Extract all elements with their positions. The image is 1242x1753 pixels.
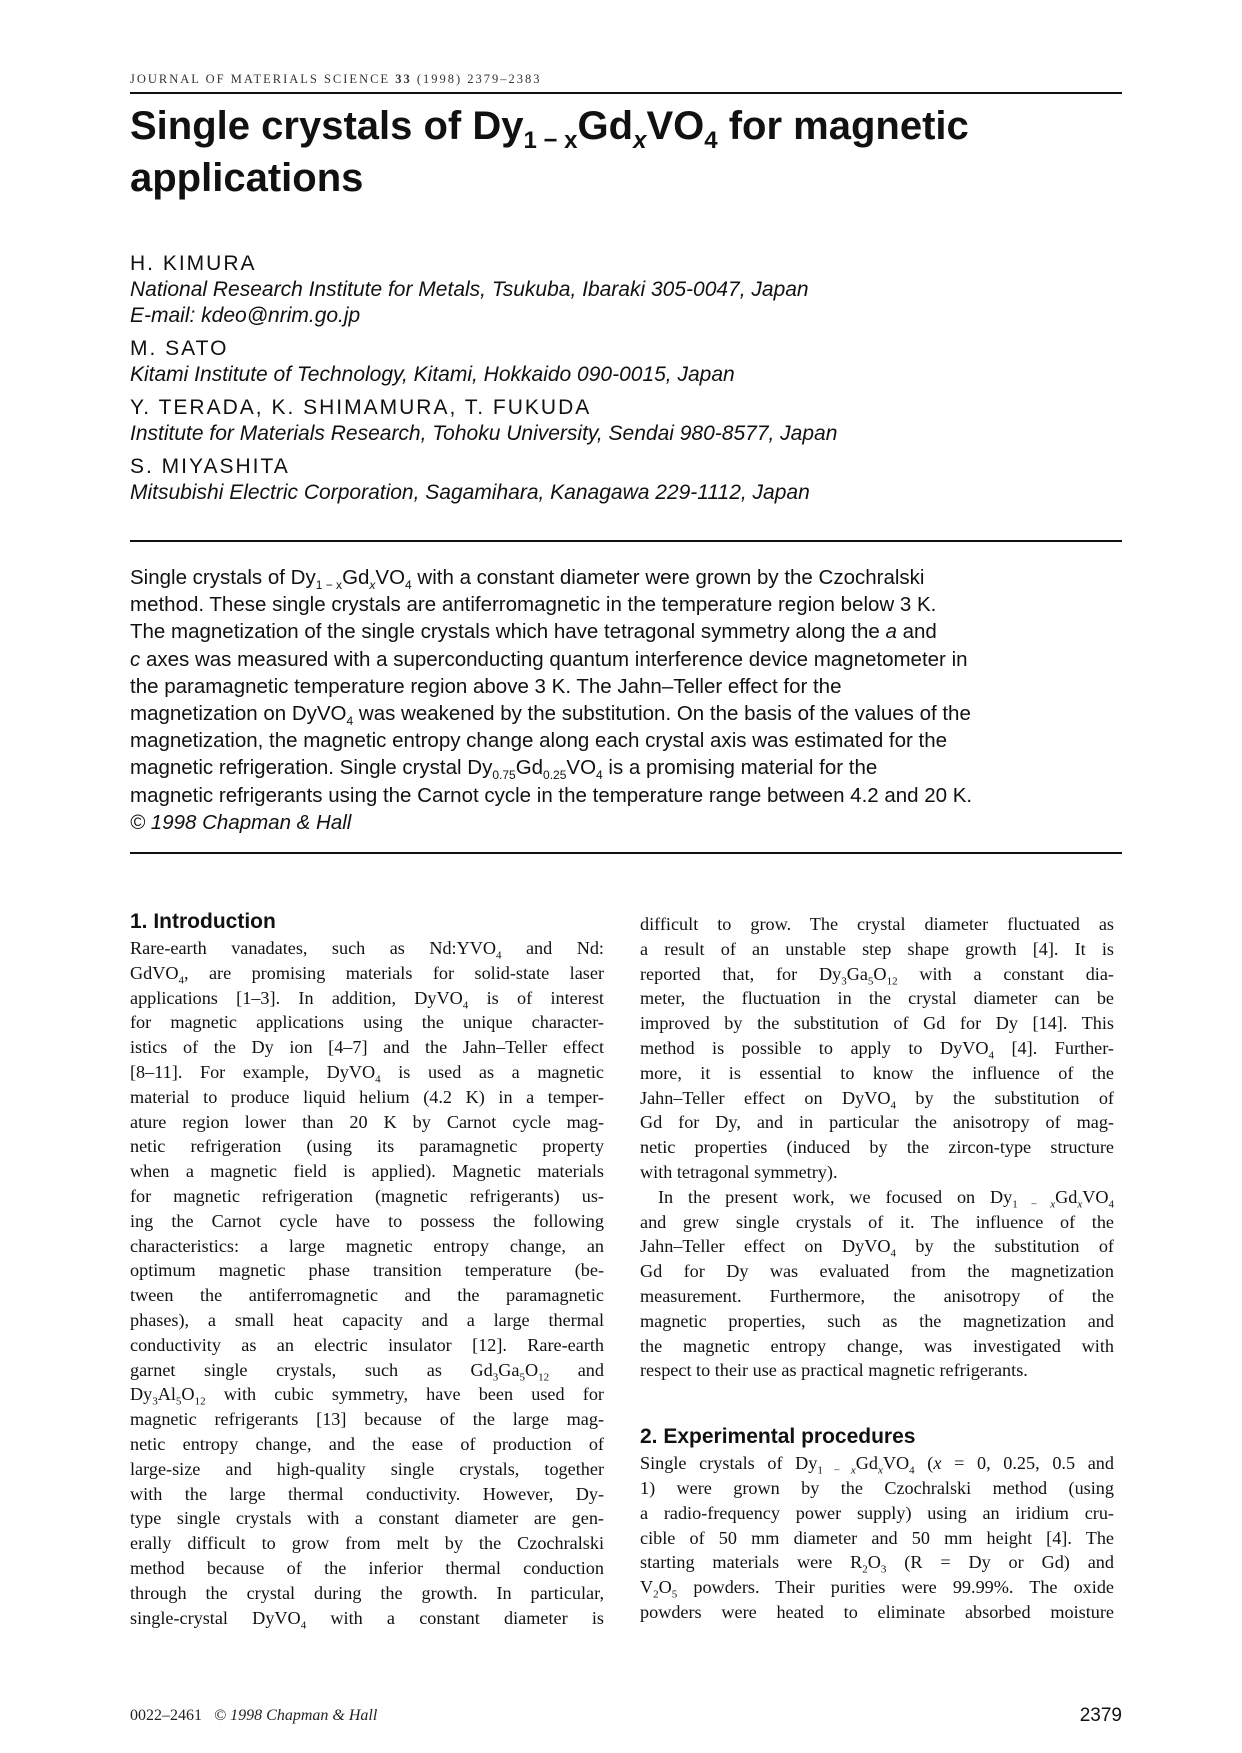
- abstract: Single crystals of $Dy_{1 - x}Gd_xVO_4$ with a constant diameter were grown by the Czochralski method. These single crystals are antiferromagnetic in the temperature region below 3 K. The magnetization of the single crystals which have tetragonal symmetry along the a and c axes was measured with a superconducting quantum interference device magnetometer in the paramagnetic temperature region above 3 K. The Jahn–Teller effect for the magnetization on DyVO$_4$ was weakened by the substitution. On the basis of the values of the magnetization, the magnetic entropy change along each crystal axis was estimated for the magnetic refrigeration. Single crystal $Dy_{0.75}Gd_{0.25}VO_4$ is a promising material for the magnetic refrigerants using the Carnot cycle in the temperature range between 4.2 and 20 K. © 1998 Chapman & Hall: [130, 564, 1122, 836]
- paper-title: Single crystals of $Dy_{1 - x}Gd_xVO_4$ for magnetic applications: [130, 104, 969, 200]
- author-name: Y. TERADA, K. SHIMAMURA, T. FUKUDA: [130, 396, 592, 419]
- abstract-copyright: © 1998 Chapman & Hall: [130, 810, 352, 834]
- footer-issn: 0022–2461 © 1998 Chapman & Hall: [130, 1707, 378, 1724]
- journal-name: JOURNAL OF MATERIALS SCIENCE: [130, 72, 391, 86]
- right-column: [640, 912, 1114, 1625]
- abstract-top-rule: [130, 540, 1122, 542]
- header-rule: [130, 92, 1122, 94]
- section-heading-introduction: 1. Introduction: [130, 910, 276, 933]
- intro-paragraph-continued: difficult to grow. The crystal diameter fluctuated as a result of an unstable step shape growth [4]. It is reported that, for $Dy_3Ga_5O_{12}$ with a constant dia- meter, the fluctuation in the crystal diameter can be improved by the substitution of Gd for Dy [14]. This method is possible to apply to DyVO$_4$ [4]. Further- more, it is essential to know the influence of the Jahn–Teller effect on DyVO$_4$ by the substitution of Gd for Dy, and in particular the anisotropy of mag- netic properties (induced by the zircon-type structure with tetragonal symmetry). In the present work, we focused on $Dy_{1 - x}Gd_xVO_4$ and grew single crystals of it. The influence of the Jahn–Teller effect on DyVO$_4$ by the substitution of Gd for Dy was evaluated from the magnetization measurement. Furthermore, the anisotropy of the magnetic properties, such as the magnetization and the magnetic entropy change, was investigated with respect to their use as practical magnetic refrigerants.: [640, 914, 1114, 1381]
- journal-year-pages: (1998) 2379–2383: [416, 72, 542, 86]
- author-name: M. SATO: [130, 337, 229, 360]
- journal-volume: 33: [395, 72, 412, 86]
- author-email: E-mail: kdeo@nrim.go.jp: [130, 304, 361, 327]
- author-block: [130, 453, 1122, 506]
- page-number: 2379: [1079, 1705, 1122, 1726]
- author-affiliation: Kitami Institute of Technology, Kitami, Hokkaido 090-0015, Japan: [130, 363, 735, 386]
- author-affiliation: Mitsubishi Electric Corporation, Sagamihara, Kanagawa 229-1112, Japan: [130, 481, 810, 504]
- author-block: [130, 250, 1122, 329]
- author-block: [130, 335, 1122, 388]
- abstract-bottom-rule: [130, 852, 1122, 854]
- author-list: [130, 250, 1122, 512]
- author-block: [130, 394, 1122, 447]
- left-column: [130, 908, 604, 1630]
- author-affiliation: Institute for Materials Research, Tohoku University, Sendai 980-8577, Japan: [130, 422, 838, 445]
- intro-paragraph: Rare-earth vanadates, such as $Nd:YVO_4$ and Nd: GdVO$_4$, are promising materials for solid-state laser applications [1–3]. In addition, DyVO$_4$ is of interest for magnetic applications using the unique character- istics of the Dy ion [4–7] and the Jahn–Teller effect [8–11]. For example, DyVO$_4$ is used as a magnetic material to produce liquid helium (4.2 K) in a temper- ature region lower than 20 K by Carnot cycle mag- netic refrigeration (using its paramagnetic property when a magnetic field is applied). Magnetic materials for magnetic refrigeration (magnetic refrigerants) us- ing the Carnot cycle have to possess the following characteristics: a large magnetic entropy change, an optimum magnetic phase transition temperature (be- tween the antiferromagnetic and the paramagnetic phases), a small heat capacity and a large thermal conductivity as an electric insulator [12]. Rare-earth garnet single crystals, such as $Gd_3Ga_5O_{12}$ and $Dy_3Al_5O_{12}$ with cubic symmetry, have been used for magnetic refrigerants [13] because of the large mag- netic entropy change, and the ease of production of large-size and high-quality single crystals, together with the large thermal conductivity. However, Dy- type single crystals with a constant diameter are gen- erally difficult to grow from melt by the Czochralski method because of the inferior thermal conduction through the crystal during the growth. In particular, single-crystal DyVO$_4$ with a constant diameter is: [130, 938, 604, 1632]
- author-affiliation: National Research Institute for Metals, Tsukuba, Ibaraki 305-0047, Japan: [130, 278, 809, 301]
- experimental-paragraph: Single crystals of $Dy_{1 - x}Gd_xVO_4$ (x = 0, 0.25, 0.5 and 1) were grown by the Czochralski method (using a radio-frequency power supply) using an iridium cru- cible of 50 mm diameter and 50 mm height [4]. The starting materials were $R_2O_3$ (R = Dy or Gd) and $V_2O_5$ powders. Their purities were 99.99%. The oxide powders were heated to eliminate absorbed moisture: [640, 1453, 1114, 1622]
- author-name: S. MIYASHITA: [130, 455, 290, 478]
- section-heading-experimental: 2. Experimental procedures: [640, 1425, 916, 1449]
- journal-header: [130, 72, 1122, 87]
- author-name: H. KIMURA: [130, 252, 257, 275]
